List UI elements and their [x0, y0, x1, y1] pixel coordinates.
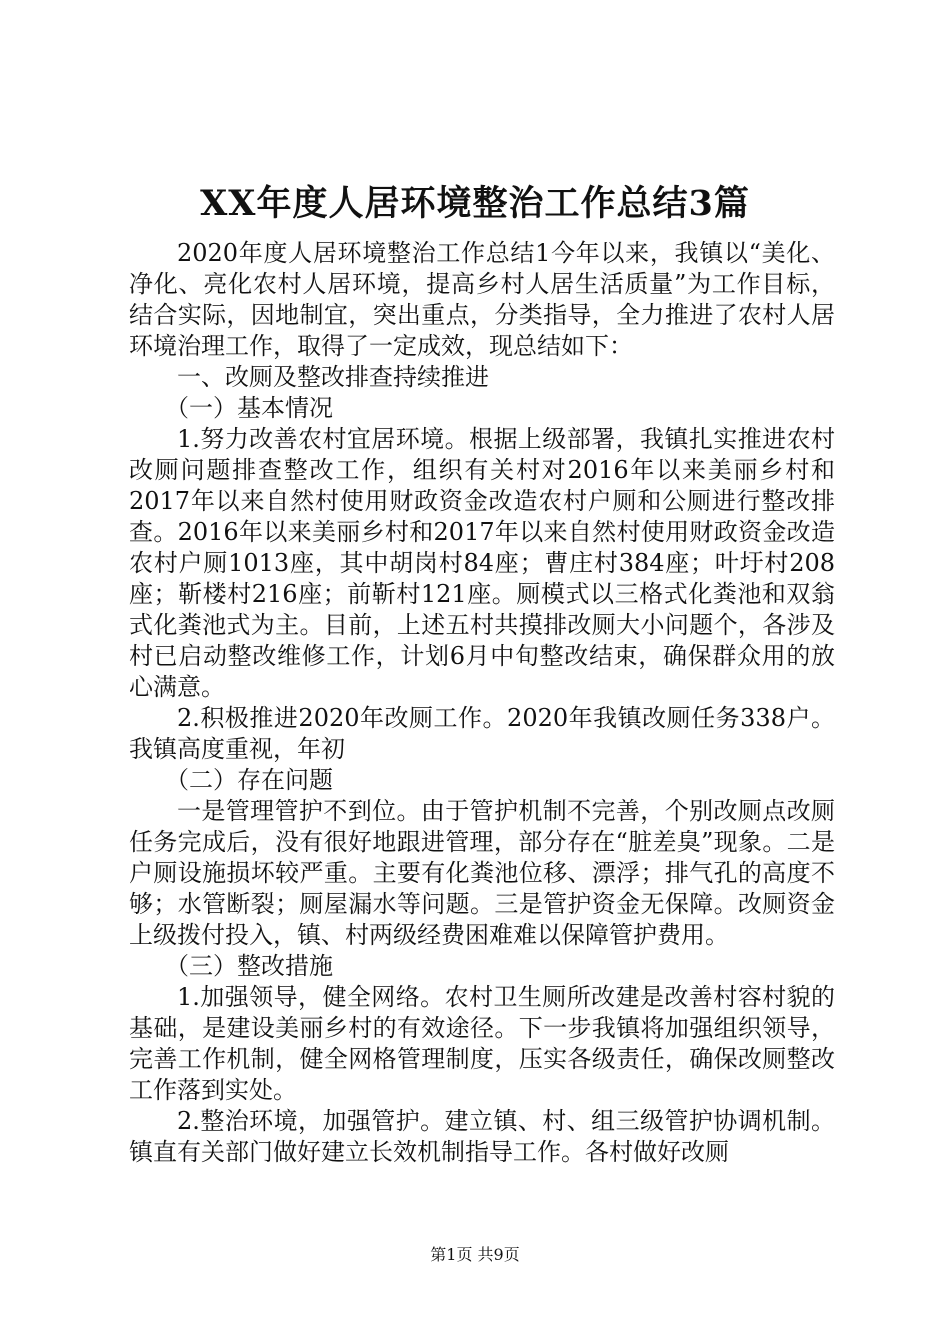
paragraph-measure-1: 1.加强领导，健全网络。农村卫生厕所改建是改善村容村貌的基础，是建设美丽乡村的有效途径。下一步我镇将加强组织领导，完善工作机制，健全网格管理制度，压实各级责任，确保改厕整改工作落到实处。 [129, 983, 835, 1104]
page-footer: 第1页 共9页 [430, 1245, 520, 1264]
paragraph-intro: 2020年度人居环境整治工作总结1今年以来，我镇以“美化、净化、亮化农村人居环境，提高乡村人居生活质量”为工作目标，结合实际，因地制宜，突出重点，分类指导，全力推进了农村人居环境治理工作，取得了一定成效，现总结如下： [129, 239, 835, 360]
paragraph-problems: 一是管理管护不到位。由于管护机制不完善，个别改厕点改厕任务完成后，没有很好地跟进管理，部分存在“脏差臭”现象。二是户厕设施损坏较严重。主要有化粪池位移、漂浮；排气孔的高度不够；水管断裂；厕屋漏水等问题。三是管护资金无保障。改厕资金上级拨付投入，镇、村两级经费困难难以保障管护费用。 [129, 797, 835, 949]
subsection-heading-basic-situation: （一）基本情况 [165, 394, 333, 422]
subsection-heading-problems: （二）存在问题 [165, 766, 333, 794]
paragraph-measure-2: 2.整治环境，加强管护。建立镇、村、组三级管护协调机制。镇直有关部门做好建立长效机制指导工作。各村做好改厕 [129, 1107, 835, 1166]
document-body [129, 238, 835, 1168]
section-heading-1: 一、改厕及整改排查持续推进 [177, 363, 489, 391]
paragraph-item-2: 2.积极推进2020年改厕工作。2020年我镇改厕任务338户。我镇高度重视，年初 [129, 704, 835, 763]
subsection-heading-measures: （三）整改措施 [165, 952, 333, 980]
paragraph-item-1: 1.努力改善农村宜居环境。根据上级部署，我镇扎实推进农村改厕问题排查整改工作，组织有关村对2016年以来美丽乡村和2017年以来自然村使用财政资金改造农村户厕和公厕进行整改排查。2016年以来美丽乡村和2017年以来自然村使用财政资金改造农村户厕1013座，其中胡岗村84座；曹庄村384座；叶圩村208座；靳楼村216座；前靳村121座。厕模式以三格式化粪池和双翁式化粪池式为主。目前，上述五村共摸排改厕大小问题个，各涉及村已启动整改维修工作，计划6月中旬整改结束，确保群众用的放心满意。 [129, 425, 835, 701]
document-title: XX年度人居环境整治工作总结3篇 [200, 183, 750, 224]
